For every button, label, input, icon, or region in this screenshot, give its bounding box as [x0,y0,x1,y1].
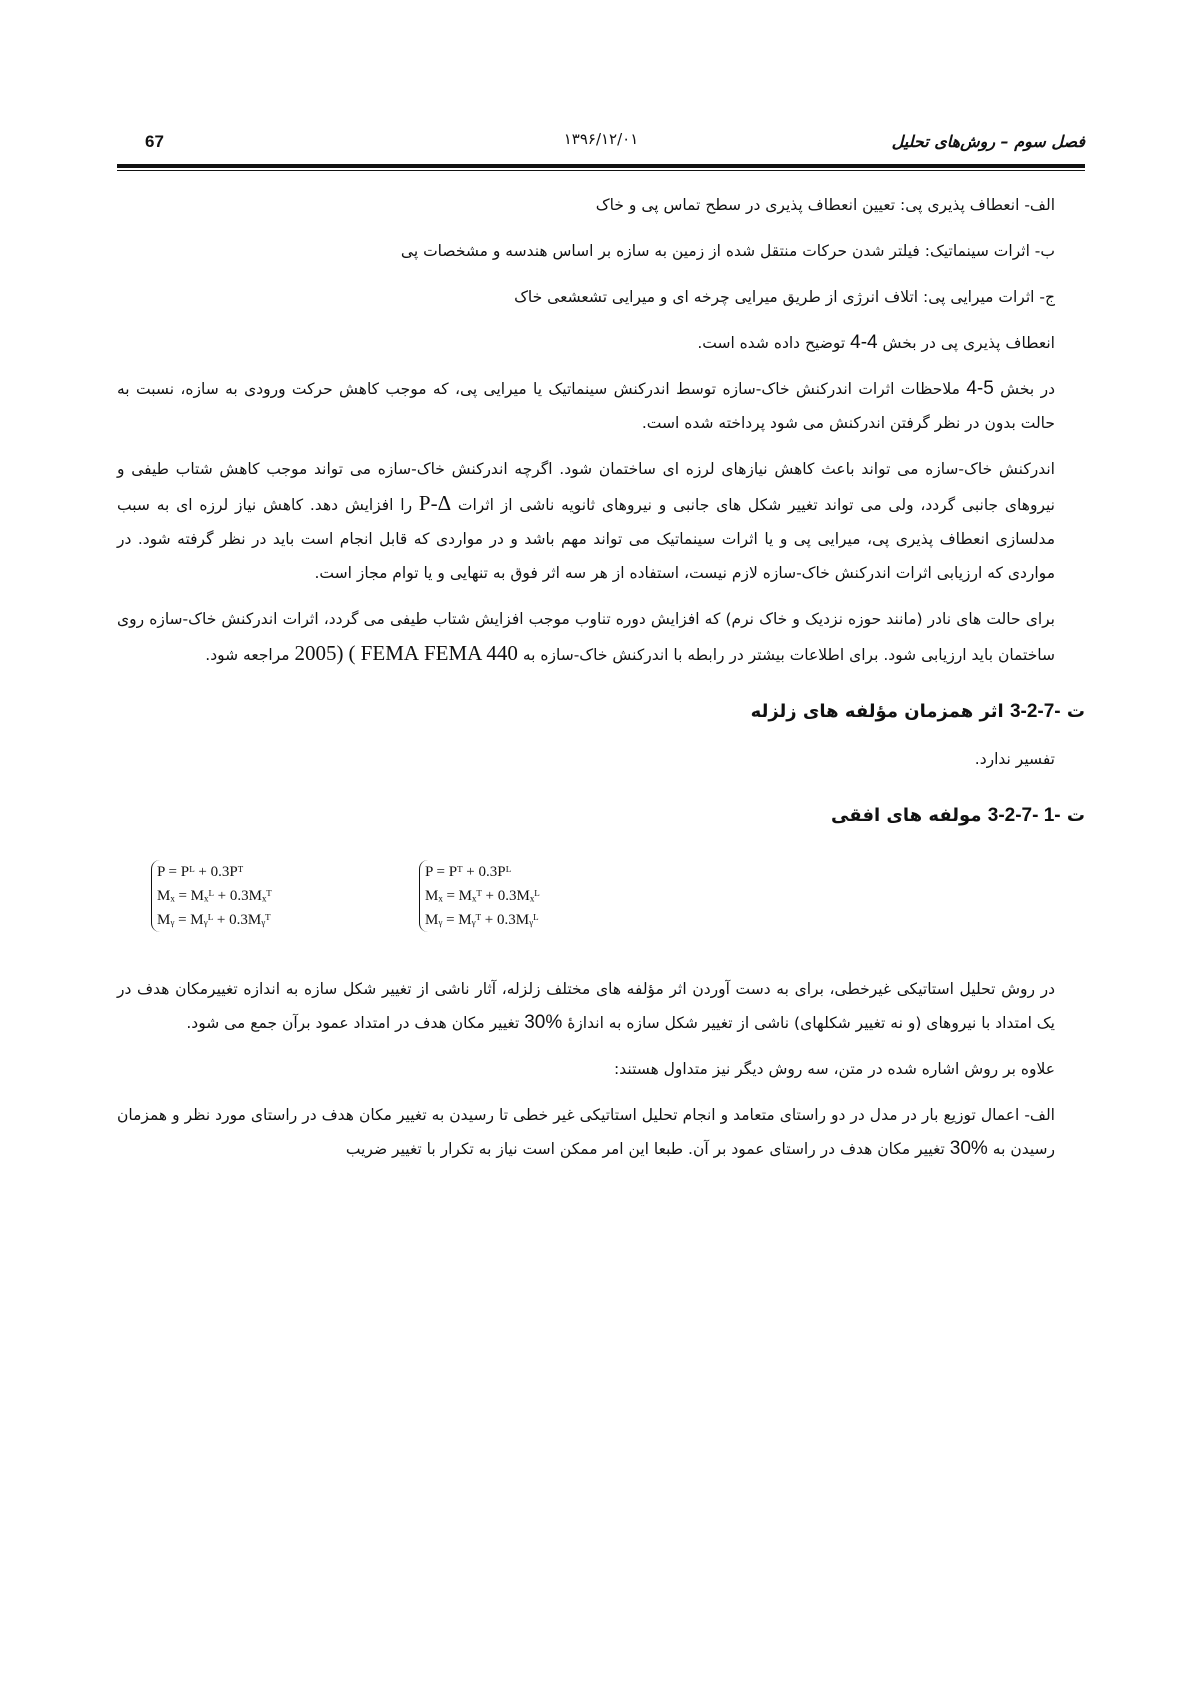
reference-fema-440: FEMA 440 [423,641,518,665]
paragraph-other-methods: علاوه بر روش اشاره شده در متن، سه روش دیگر نیز متداول هستند: [614,1060,1055,1078]
list-item-jim: ج- اثرات میرایی پی: اتلاف انرژی از طریق میرایی چرخه ای و میرایی تشعشعی خاک [514,288,1055,306]
text-fragment: تغییر مکان هدف در راستای عمود بر آن. طبعا این امر ممکن است نیاز به تکرار با تغییر ضریب [345,1140,945,1158]
formula-line: P = Pᵀ + 0.3Pᴸ [425,864,512,880]
section-title: مولفه های افقی [831,805,982,826]
section-title: اثر همزمان مؤلفه های زلزله [750,701,1004,722]
text-fragment: ملاحظات اثرات اندرکنش خاک-سازه توسط اندرکنش سینماتیک یا میرایی پی، که موجب کاهش حرکت ورودی به سازه، نسبت به حالت بدون در نظر گرفتن اندرکنش می شود پرداخته شده است. [117,380,1055,432]
section-code: 3-2-7- [1009,701,1061,722]
combination-formulas [117,846,1085,966]
paragraph-nonlinear-static [117,972,1085,1040]
section-prefix: ت [1066,805,1085,826]
header-rule-thin [117,170,1085,171]
header-rule-thick [117,164,1085,168]
text-fragment: در بخش [1000,380,1055,398]
paragraph-soil-structure-interaction [117,452,1085,590]
page-header [117,132,1085,162]
chapter-title: فصل سوم – روش‌های تحلیل [891,132,1085,151]
formula-line: Mᵧ = Mᵧᴸ + 0.3Mᵧᵀ [157,912,271,928]
paragraph-rare-cases [117,602,1085,672]
formula-line: P = Pᴸ + 0.3Pᵀ [157,864,244,880]
p-delta-symbol: P-Δ [418,491,452,515]
paragraph-foundation-flexibility [117,326,1085,360]
percentage: 30% [949,1138,988,1159]
formula-set-longitudinal [151,860,272,932]
section-heading-simultaneous-components [117,696,1085,728]
text-fragment: را افزایش دهد. کاهش نیاز لرزه ای به سبب مدلسازی انعطاف پذیری پی، میرایی پی و یا اثرات سینماتیک می تواند مهم باشد و در مواردی که قابل انجام است باید در نظر گرفته شود. در مواردی که ارزیابی اثرات اندرکنش خاک-سازه لازم نیست، استفاده از هر سه اثر فوق به تنهایی و یا توام مجاز است. [117,496,1055,582]
page-number: 67 [145,132,164,151]
text-fragment: تغییر مکان هدف در امتداد عمود برآن جمع می شود. [186,1014,520,1032]
formula-line: Mᵧ = Mᵧᵀ + 0.3Mᵧᴸ [425,912,539,928]
text-fragment: مراجعه شود. [205,646,290,664]
list-item-alef: الف- انعطاف پذیری پی: تعیین انعطاف پذیری در سطح تماس پی و خاک [595,196,1055,214]
section-heading-horizontal-components [117,800,1085,832]
section-code: 3-2-7- 1- [987,805,1061,826]
paragraph-section-reference [117,372,1085,440]
no-commentary-note: تفسیر ندارد. [974,750,1055,768]
text-fragment: انعطاف پذیری پی در بخش [882,334,1055,352]
list-item-be: ب- اثرات سینماتیک: فیلتر شدن حرکات منتقل شده از زمین به سازه بر اساس هندسه و مشخصات پی [400,242,1055,260]
text-fragment: الف- اعمال توزیع بار در مدل در دو راستای متعامد و انجام تحلیل استاتیکی غیر خطی تا رسیدن به تغییر مکان هدف در راستای مورد نظر و همزمان رسیدن به [117,1106,1055,1158]
reference-year: 2005) [294,641,344,665]
text-fragment: برای حالت های نادر (مانند حوزه نزدیک و خاک نرم) که افزایش دوره تناوب موجب افزایش شتاب طیفی می گردد، اثرات اندرکنش خاک-سازه روی ساختمان باید ارزیابی شود. برای اطلاعات بیشتر در رابطه با اندرکنش خاک-سازه به [117,610,1055,664]
formula-line: Mₓ = Mₓᴸ + 0.3Mₓᵀ [157,888,272,904]
text-fragment: در روش تحلیل استاتیکی غیرخطی، برای به دست آوردن اثر مؤلفه های مختلف زلزله، آثار ناشی از تغییر شکل سازه به اندازه تغییرمکان هدف در یک امتداد با نیروهای (و نه تغییر شکلهای) ناشی از تغییر شکل سازه به اندازۀ [117,980,1055,1032]
header-date: ۱۳۹۶/۱۲/۰۱ [563,130,639,148]
formula-set-transverse [419,860,540,932]
formula-line: Mₓ = Mₓᵀ + 0.3Mₓᴸ [425,888,540,904]
text-fragment: اندرکنش خاک-سازه می تواند باعث کاهش نیازهای لرزه ای ساختمان شود. اگرچه اندرکنش خاک-سازه می تواند موجب کاهش شتاب طیفی و نیروهای جانبی گردد، ولی می تواند تغییر شکل های جانبی و نیروهای ثانویه ناشی از اثرات [117,460,1055,514]
reference-fema: ( FEMA [348,641,420,665]
text-fragment: توضیح داده شده است. [697,334,846,352]
section-ref: 4-4 [850,332,878,353]
section-prefix: ت [1066,701,1085,722]
percentage: 30% [524,1012,563,1033]
page-body [117,188,1085,1178]
section-ref: 4-5 [966,378,994,399]
paragraph-method-alef [117,1098,1085,1166]
